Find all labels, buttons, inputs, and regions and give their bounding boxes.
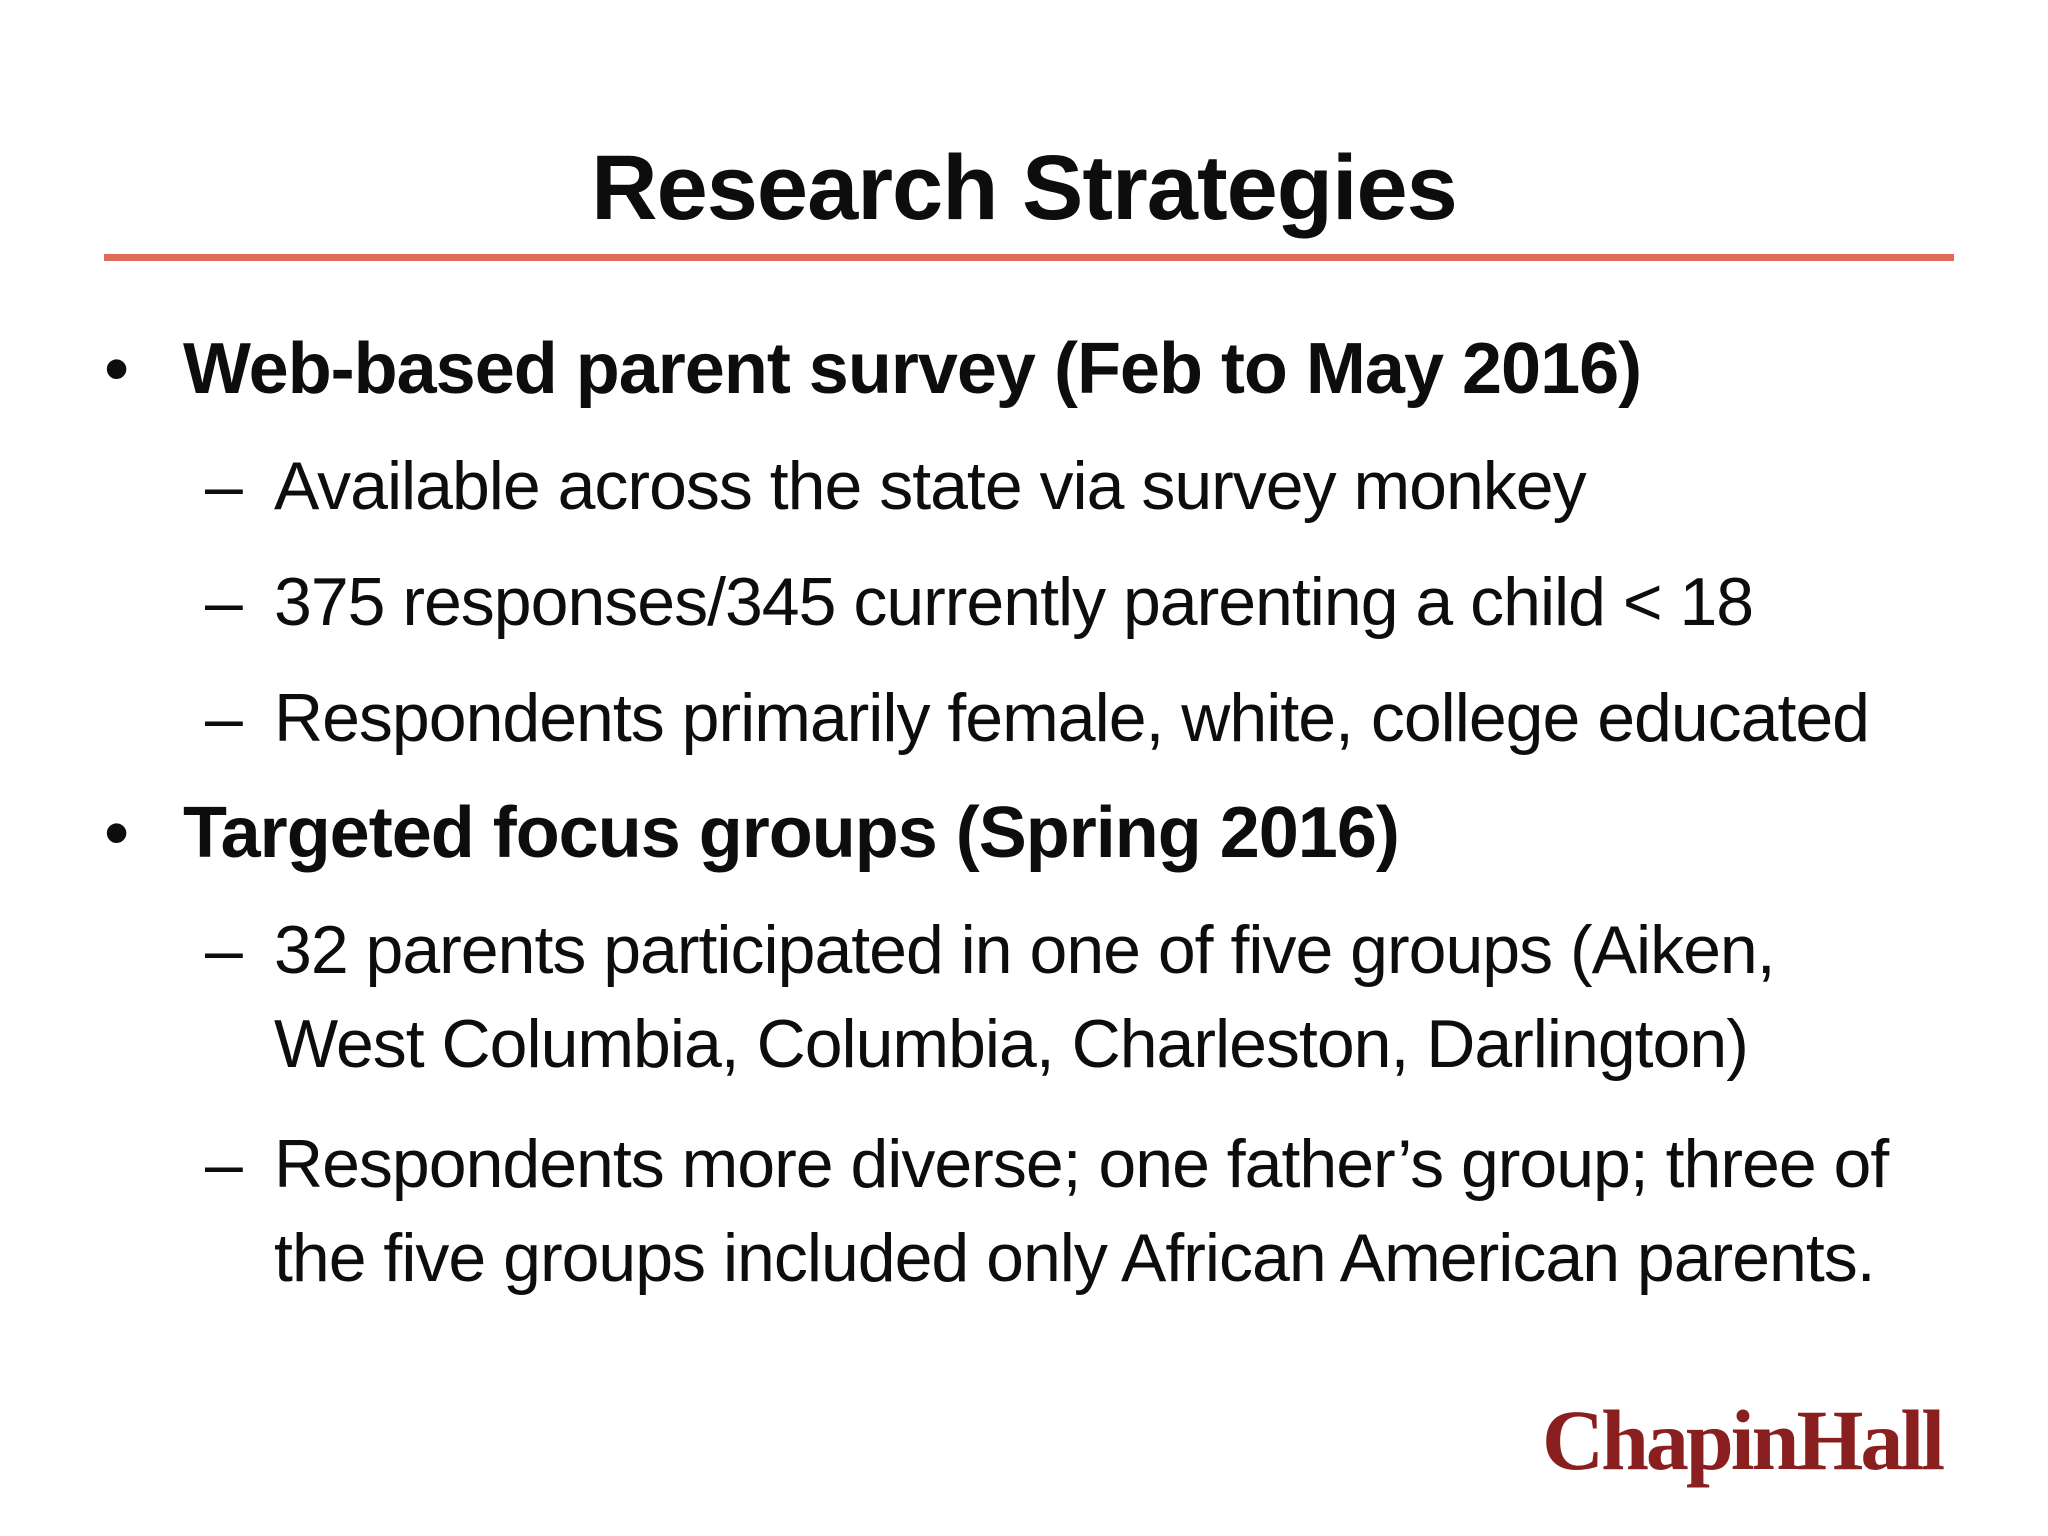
bullet-1-sub-3: Respondents primarily female, white, college educated bbox=[274, 680, 1870, 756]
bullet-1-sub-2-dash: – bbox=[205, 564, 243, 640]
bullet-2-sub-1-line-2: West Columbia, Columbia, Charleston, Darlington) bbox=[274, 1006, 1748, 1082]
bullet-2-sub-2-line-1: Respondents more diverse; one father’s group; three of bbox=[274, 1126, 1889, 1202]
chapin-hall-logo: ChapinHall bbox=[1542, 1392, 1943, 1488]
slide-title: Research Strategies bbox=[591, 137, 1457, 239]
bullet-2-sub-1-dash: – bbox=[205, 912, 243, 988]
bullet-1-sub-1: Available across the state via survey monkey bbox=[274, 448, 1586, 524]
bullet-1-sub-2: 375 responses/345 currently parenting a child < 18 bbox=[274, 564, 1754, 640]
bullet-1-sub-3-dash: – bbox=[205, 680, 243, 756]
bullet-2-sub-1-line-1: 32 parents participated in one of five groups (Aiken, bbox=[274, 912, 1775, 988]
bullet-marker-1: • bbox=[104, 329, 130, 409]
bullet-1-heading: Web-based parent survey (Feb to May 2016) bbox=[183, 329, 1642, 409]
bullet-2-heading: Targeted focus groups (Spring 2016) bbox=[183, 793, 1399, 873]
bullet-1-sub-1-dash: – bbox=[205, 448, 243, 524]
title-divider bbox=[104, 254, 1954, 261]
bullet-marker-2: • bbox=[104, 793, 130, 873]
bullet-2-sub-2-dash: – bbox=[205, 1126, 243, 1202]
bullet-2-sub-2-line-2: the five groups included only African American parents. bbox=[274, 1220, 1875, 1296]
